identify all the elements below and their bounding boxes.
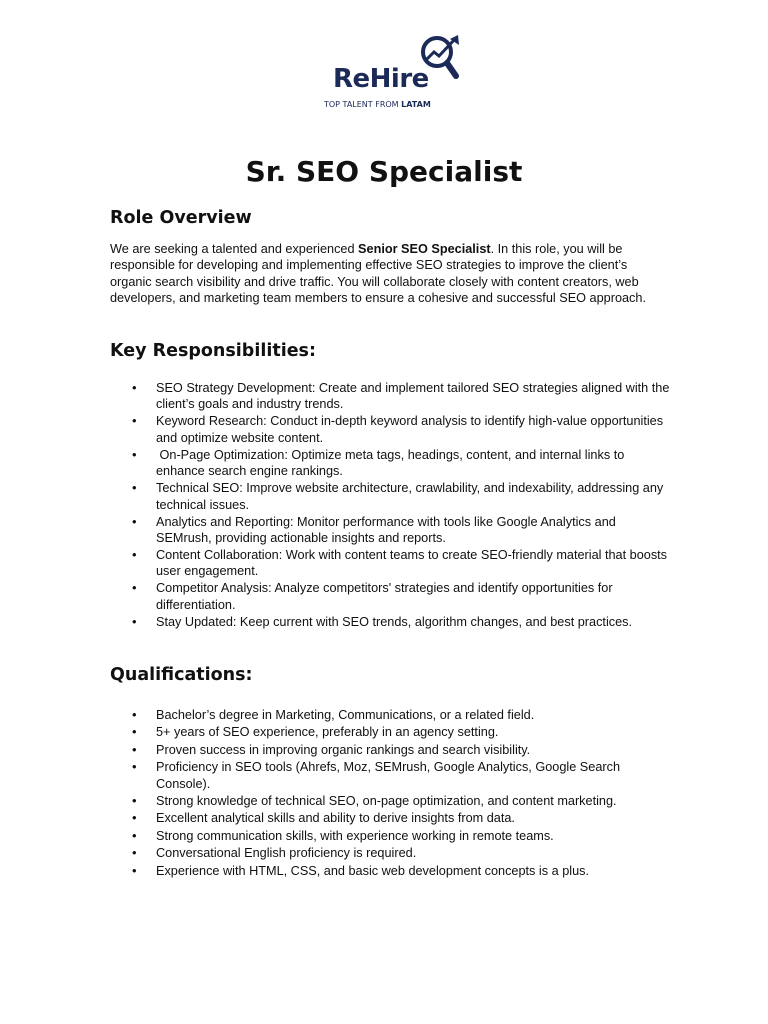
- list-item: • Analytics and Reporting: Monitor performance with tools like Google Analytics and SEMrush, providing actionable insights and reports.: [110, 514, 670, 547]
- list-item: • Conversational English proficiency is required.: [110, 845, 670, 861]
- list-item: • Bachelor’s degree in Marketing, Communications, or a related field.: [110, 707, 670, 723]
- role-overview-heading: Role Overview: [110, 208, 252, 228]
- list-item: • Experience with HTML, CSS, and basic web development concepts is a plus.: [110, 863, 670, 879]
- page-title: Sr. SEO Specialist: [245, 155, 523, 188]
- role-overview-paragraph: We are seeking a talented and experienced Senior SEO Specialist. In this role, you will be responsible for developing and implementing effective SEO strategies to improve the client’s organic search visibility and drive traffic. You will collaborate closely with content creators, web developers, and marketing team members to ensure a cohesive and successful SEO approach.: [110, 242, 646, 306]
- list-item: • Technical SEO: Improve website architecture, crawlability, and indexability, addressing any technical issues.: [110, 480, 670, 513]
- list-item: • 5+ years of SEO experience, preferably in an agency setting.: [110, 724, 670, 740]
- logo-tagline: TOP TALENT FROM LATAM: [324, 100, 431, 109]
- list-item: • Stay Updated: Keep current with SEO trends, algorithm changes, and best practices.: [110, 614, 670, 630]
- list-item: • Keyword Research: Conduct in-depth keyword analysis to identify high-value opportunities and optimize website content.: [110, 413, 670, 446]
- list-item: • Strong communication skills, with experience working in remote teams.: [110, 828, 670, 844]
- list-item: • Proficiency in SEO tools (Ahrefs, Moz, SEMrush, Google Analytics, Google Search Console).: [110, 759, 670, 792]
- company-logo: [320, 30, 470, 114]
- qualifications-list: [110, 707, 670, 880]
- logo-wordmark: ReHire: [333, 64, 429, 94]
- list-item: • SEO Strategy Development: Create and implement tailored SEO strategies aligned with the client’s goals and industry trends.: [110, 380, 670, 413]
- list-item: • On-Page Optimization: Optimize meta tags, headings, content, and internal links to enhance search engine rankings.: [110, 447, 670, 480]
- responsibilities-heading: Key Responsibilities:: [110, 341, 316, 361]
- list-item: • Content Collaboration: Work with content teams to create SEO-friendly material that boosts user engagement.: [110, 547, 670, 580]
- list-item: • Proven success in improving organic rankings and search visibility.: [110, 742, 670, 758]
- responsibilities-list: [110, 380, 670, 631]
- list-item: • Competitor Analysis: Analyze competitors' strategies and identify opportunities for differentiation.: [110, 580, 670, 613]
- qualifications-heading: Qualifications:: [110, 665, 253, 685]
- list-item: • Excellent analytical skills and ability to derive insights from data.: [110, 810, 670, 826]
- list-item: • Strong knowledge of technical SEO, on-page optimization, and content marketing.: [110, 793, 670, 809]
